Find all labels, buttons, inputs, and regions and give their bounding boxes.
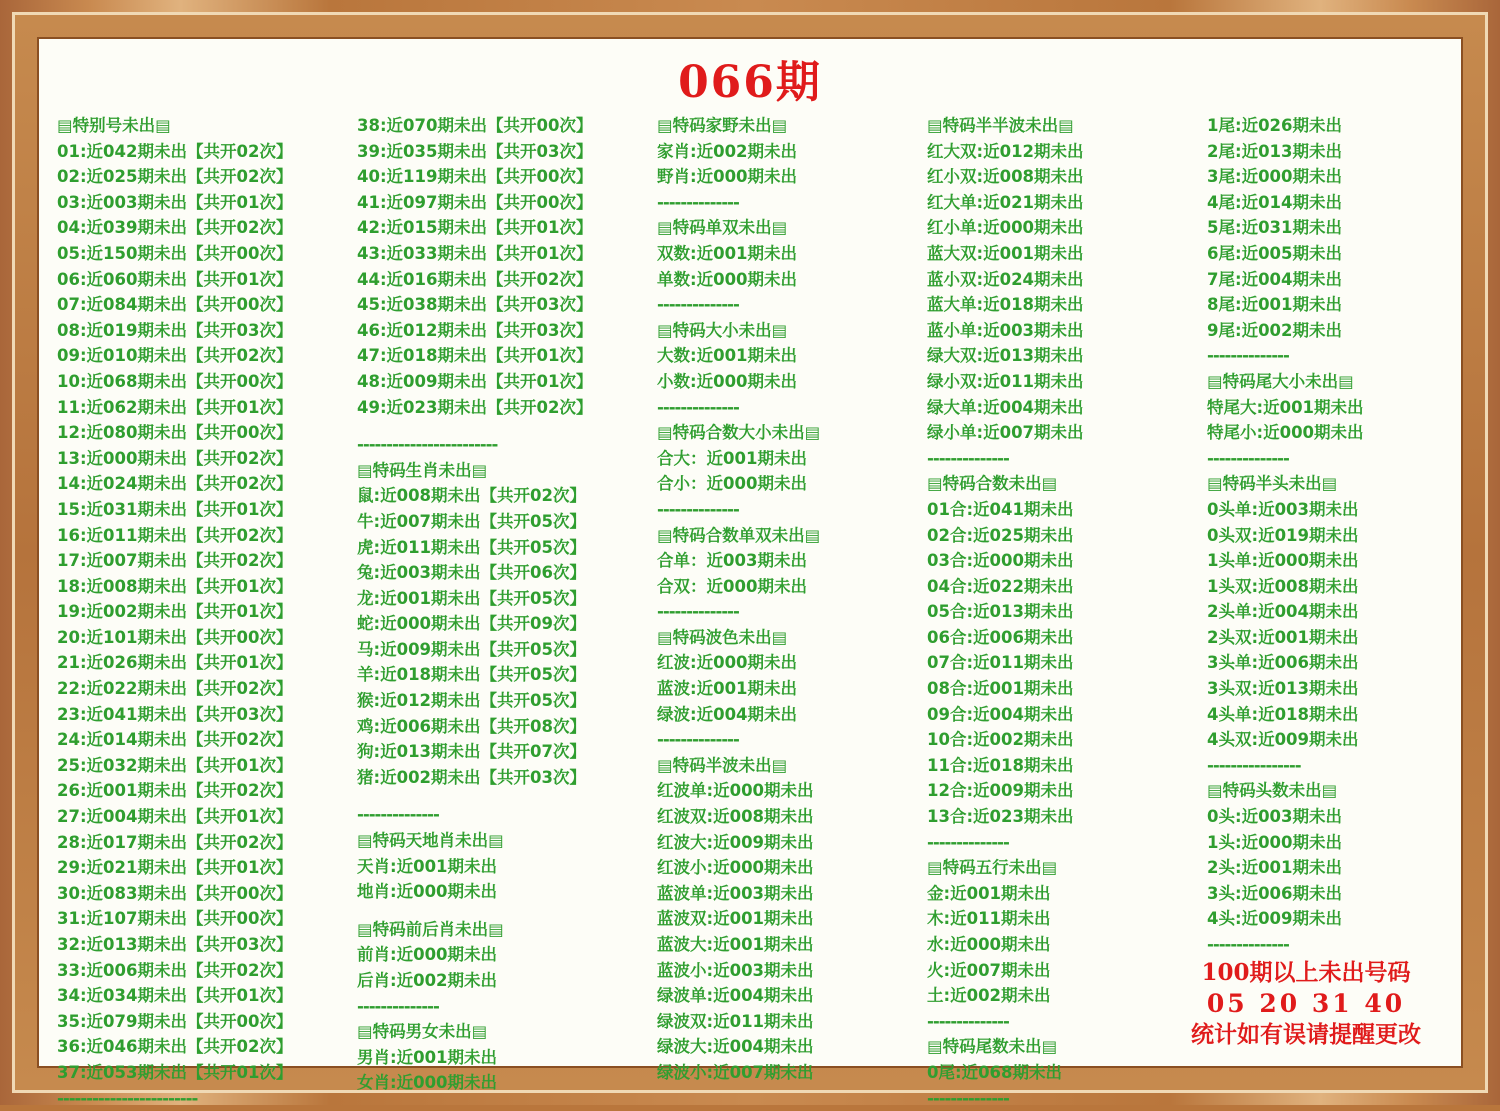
column-waves-sums — [927, 113, 1207, 1111]
divider: -------------- — [927, 448, 1009, 468]
stat-line: 04合:近022期未出 — [927, 576, 1074, 596]
stat-line: 02:近025期未出【共开02次】 — [57, 167, 293, 187]
divider: -------------- — [657, 295, 739, 315]
stat-line: 红波小:近000期未出 — [657, 858, 814, 878]
section-header: ▤特码半头未出▤ — [1207, 474, 1338, 494]
stat-line: 3尾:近000期未出 — [1207, 167, 1343, 187]
stat-line: 12合:近009期未出 — [927, 781, 1074, 801]
stat-line: 15:近031期未出【共开01次】 — [57, 499, 293, 519]
stat-line: 02合:近025期未出 — [927, 525, 1074, 545]
stat-line: 红波大:近009期未出 — [657, 832, 814, 852]
stat-line: 地肖:近000期未出 — [357, 882, 498, 902]
stat-line: 39:近035期未出【共开03次】 — [357, 141, 593, 161]
section-header: ▤特码单双未出▤ — [657, 218, 788, 238]
section-header: ▤特码家野未出▤ — [657, 116, 788, 135]
stat-line: 合大：近001期未出 — [657, 448, 807, 468]
divider: ---------------- — [1207, 755, 1301, 775]
stat-line: 08:近019期未出【共开03次】 — [57, 320, 293, 340]
section-header: ▤特码五行未出▤ — [927, 858, 1058, 878]
column-special-numbers-2 — [357, 113, 657, 1111]
stat-line: 26:近001期未出【共开02次】 — [57, 781, 293, 801]
stat-line: 48:近009期未出【共开01次】 — [357, 371, 593, 391]
stat-line: 21:近026期未出【共开01次】 — [57, 653, 293, 673]
stat-line: 龙:近001期未出【共开05次】 — [357, 588, 587, 608]
stat-line: 绿波大:近004期未出 — [657, 1037, 814, 1057]
stat-line: 03:近003期未出【共开01次】 — [57, 192, 293, 212]
section-header: ▤特码半半波未出▤ — [927, 116, 1074, 135]
stat-line: 4头单:近018期未出 — [1207, 704, 1359, 724]
stat-line: 羊:近018期未出【共开05次】 — [357, 665, 587, 685]
divider: ------------------------ — [357, 435, 498, 455]
stat-line: 绿波双:近011期未出 — [657, 1011, 814, 1031]
stat-line: 29:近021期未出【共开01次】 — [57, 858, 293, 878]
page-title: 066期 — [678, 57, 822, 108]
divider: -------------- — [1207, 346, 1289, 366]
stat-line: 木:近011期未出 — [927, 909, 1051, 929]
stat-line: 44:近016期未出【共开02次】 — [357, 269, 593, 289]
stat-line: 蓝波单:近003期未出 — [657, 883, 814, 903]
stat-line: 3头:近006期未出 — [1207, 883, 1343, 903]
stat-line: 蓝大单:近018期未出 — [927, 295, 1084, 315]
stat-line: 27:近004期未出【共开01次】 — [57, 807, 293, 827]
stat-line: 35:近079期未出【共开00次】 — [57, 1011, 293, 1031]
stat-line: 土:近002期未出 — [927, 986, 1051, 1006]
spacer — [357, 790, 653, 802]
spacer — [357, 905, 653, 917]
stat-line: 46:近012期未出【共开03次】 — [357, 320, 593, 340]
stat-line: 家肖:近002期未出 — [657, 141, 798, 161]
stat-line: 大数:近001期未出 — [657, 346, 798, 366]
stat-line: 马:近009期未出【共开05次】 — [357, 639, 587, 659]
stat-line: 2头双:近001期未出 — [1207, 627, 1359, 647]
section-header: ▤特码尾大小未出▤ — [1207, 371, 1354, 391]
stat-line: 狗:近013期未出【共开07次】 — [357, 742, 587, 762]
stat-line: 4尾:近014期未出 — [1207, 192, 1343, 212]
stat-line: 17:近007期未出【共开02次】 — [57, 551, 293, 571]
poster-content-area — [37, 37, 1463, 1108]
stat-line: 03合:近000期未出 — [927, 551, 1074, 571]
section-header: ▤特码波色未出▤ — [657, 627, 788, 647]
section-header: ▤特码合数未出▤ — [927, 474, 1058, 494]
stat-line: 猪:近002期未出【共开03次】 — [357, 767, 587, 787]
stat-line: 8尾:近001期未出 — [1207, 295, 1343, 315]
stat-line: 45:近038期未出【共开03次】 — [357, 295, 593, 315]
stat-line: 绿小单:近007期未出 — [927, 423, 1084, 443]
stat-line: 49:近023期未出【共开02次】 — [357, 397, 593, 417]
divider: -------------- — [1207, 448, 1289, 468]
stat-line: 男肖:近001期未出 — [357, 1047, 498, 1067]
divider: -------------- — [657, 602, 739, 622]
stat-line: 22:近022期未出【共开02次】 — [57, 679, 293, 699]
stat-line: 06:近060期未出【共开01次】 — [57, 269, 293, 289]
divider: -------------- — [927, 1088, 1009, 1108]
stat-line: 13:近000期未出【共开02次】 — [57, 448, 293, 468]
section-header: ▤特码合数大小未出▤ — [657, 423, 821, 443]
stat-line: 4头:近009期未出 — [1207, 909, 1343, 929]
stat-line: 1尾:近026期未出 — [1207, 116, 1343, 135]
stat-line: 蓝大双:近001期未出 — [927, 243, 1084, 263]
stat-line: 42:近015期未出【共开01次】 — [357, 218, 593, 238]
stat-line: 绿波:近004期未出 — [657, 704, 798, 724]
section-header: ▤特码男女未出▤ — [357, 1022, 488, 1042]
stat-line: 牛:近007期未出【共开05次】 — [357, 511, 587, 531]
stat-line: 0头:近003期未出 — [1207, 807, 1343, 827]
stat-line: 06合:近006期未出 — [927, 627, 1074, 647]
stat-line: 36:近046期未出【共开02次】 — [57, 1037, 293, 1057]
stat-line: 37:近053期未出【共开01次】 — [57, 1062, 293, 1082]
footer-line-3: 统计如有误请提醒更改 — [1191, 1021, 1421, 1048]
stat-line: 30:近083期未出【共开00次】 — [57, 883, 293, 903]
stat-line: 猴:近012期未出【共开05次】 — [357, 691, 587, 711]
stat-line: 兔:近003期未出【共开06次】 — [357, 563, 587, 583]
stat-line: 小数:近000期未出 — [657, 371, 798, 391]
stat-line: 绿波小:近007期未出 — [657, 1062, 814, 1082]
stat-line: 鸡:近006期未出【共开08次】 — [357, 716, 587, 736]
divider: -------------- — [657, 499, 739, 519]
stat-line: 蓝波:近001期未出 — [657, 679, 798, 699]
stat-line: 01:近042期未出【共开02次】 — [57, 141, 293, 161]
stat-line: 后肖:近002期未出 — [357, 971, 498, 990]
stat-line: 水:近000期未出 — [927, 935, 1051, 954]
stat-line: 28:近017期未出【共开02次】 — [57, 832, 293, 852]
stat-line: 红波:近000期未出 — [657, 653, 798, 673]
stat-line: 蓝波双:近001期未出 — [657, 909, 814, 929]
stat-line: 合双：近000期未出 — [657, 576, 807, 596]
stat-line: 女肖:近000期未出 — [357, 1073, 498, 1093]
stat-line: 24:近014期未出【共开02次】 — [57, 730, 293, 750]
stat-line: 蓝波小:近003期未出 — [657, 960, 814, 980]
divider: -------------- — [1207, 935, 1289, 954]
section-header: ▤特码天地肖未出▤ — [357, 831, 504, 851]
stat-line: 红大双:近012期未出 — [927, 141, 1084, 161]
stat-line: 38:近070期未出【共开00次】 — [357, 116, 593, 135]
stat-line: 12:近080期未出【共开00次】 — [57, 423, 293, 443]
stat-line: 32:近013期未出【共开03次】 — [57, 935, 293, 954]
divider: -------------- — [927, 1011, 1009, 1031]
stat-line: 野肖:近000期未出 — [657, 167, 798, 187]
stat-line: 红小双:近008期未出 — [927, 167, 1084, 187]
stat-line: 19:近002期未出【共开01次】 — [57, 602, 293, 622]
stat-line: 金:近001期未出 — [927, 883, 1051, 903]
stat-line: 红大单:近021期未出 — [927, 192, 1084, 212]
stat-line: 5尾:近031期未出 — [1207, 218, 1343, 238]
stat-line: 05:近150期未出【共开00次】 — [57, 243, 293, 263]
column-special-numbers-1 — [57, 113, 357, 1111]
stat-line: 3头双:近013期未出 — [1207, 679, 1359, 699]
divider: -------------- — [357, 996, 439, 1016]
divider: -------------- — [927, 832, 1009, 852]
stat-line: 7尾:近004期未出 — [1207, 269, 1343, 289]
stat-line: 红波双:近008期未出 — [657, 807, 814, 827]
stat-line: 鼠:近008期未出【共开02次】 — [357, 486, 587, 506]
divider: ------------------------ — [57, 1088, 198, 1108]
stat-line: 蓝小单:近003期未出 — [927, 320, 1084, 340]
stat-line: 合小：近000期未出 — [657, 474, 807, 494]
stat-line: 2尾:近013期未出 — [1207, 141, 1343, 161]
stat-line: 16:近011期未出【共开02次】 — [57, 525, 293, 545]
footer-note — [1191, 958, 1421, 1050]
stat-line: 火:近007期未出 — [927, 960, 1051, 980]
section-header: ▤特码尾数未出▤ — [927, 1037, 1058, 1057]
stat-line: 红小单:近000期未出 — [927, 218, 1084, 238]
stat-line: 11:近062期未出【共开01次】 — [57, 397, 293, 417]
stat-line: 0尾:近068期未出 — [927, 1062, 1063, 1082]
stat-line: 08合:近001期未出 — [927, 679, 1074, 699]
stat-line: 09合:近004期未出 — [927, 704, 1074, 724]
stat-line: 天肖:近001期未出 — [357, 856, 498, 876]
stat-line: 蓝小双:近024期未出 — [927, 269, 1084, 289]
stat-line: 43:近033期未出【共开01次】 — [357, 243, 593, 263]
divider: -------------- — [657, 192, 739, 212]
section-header: ▤特码头数未出▤ — [1207, 781, 1338, 801]
divider: -------------- — [357, 805, 439, 825]
stat-line: 蛇:近000期未出【共开09次】 — [357, 614, 587, 634]
divider: -------------- — [657, 730, 739, 750]
stat-line: 10:近068期未出【共开00次】 — [57, 371, 293, 391]
stat-line: 04:近039期未出【共开02次】 — [57, 218, 293, 238]
stat-line: 特尾小:近000期未出 — [1207, 423, 1364, 443]
stat-line: 1头双:近008期未出 — [1207, 576, 1359, 596]
stat-line: 特尾大:近001期未出 — [1207, 397, 1364, 417]
stat-line: 绿大双:近013期未出 — [927, 346, 1084, 366]
column-attributes — [657, 113, 927, 1111]
stat-line: 双数:近001期未出 — [657, 243, 798, 263]
stat-line: 34:近034期未出【共开01次】 — [57, 986, 293, 1006]
stat-line: 虎:近011期未出【共开05次】 — [357, 537, 587, 557]
stat-line: 18:近008期未出【共开01次】 — [57, 576, 293, 596]
stat-line: 绿波单:近004期未出 — [657, 986, 814, 1006]
stat-line: 绿大单:近004期未出 — [927, 397, 1084, 417]
stat-line: 2头单:近004期未出 — [1207, 602, 1359, 622]
section-header: ▤特码合数单双未出▤ — [657, 525, 821, 545]
stat-line: 红波单:近000期未出 — [657, 781, 814, 801]
section-header: ▤特码生肖未出▤ — [357, 460, 488, 480]
stat-line: 9尾:近002期未出 — [1207, 320, 1343, 340]
stat-line: 14:近024期未出【共开02次】 — [57, 474, 293, 494]
stat-line: 0头单:近003期未出 — [1207, 499, 1359, 519]
stat-line: 0头双:近019期未出 — [1207, 525, 1359, 545]
stat-line: 40:近119期未出【共开00次】 — [357, 167, 593, 187]
stat-line: 11合:近018期未出 — [927, 755, 1074, 775]
stat-line: 合单：近003期未出 — [657, 551, 807, 571]
stat-line: 20:近101期未出【共开00次】 — [57, 627, 293, 647]
footer-line-2: 05 20 31 40 — [1206, 989, 1406, 1018]
stat-line: 01合:近041期未出 — [927, 499, 1074, 519]
stat-line: 绿小双:近011期未出 — [927, 371, 1084, 391]
stat-line: 23:近041期未出【共开03次】 — [57, 704, 293, 724]
stat-line: 6尾:近005期未出 — [1207, 243, 1343, 263]
section-header: ▤特码大小未出▤ — [657, 320, 788, 340]
stat-line: 3头单:近006期未出 — [1207, 653, 1359, 673]
stat-line: 前肖:近000期未出 — [357, 945, 498, 965]
stat-line: 05合:近013期未出 — [927, 602, 1074, 622]
stat-line: 09:近010期未出【共开02次】 — [57, 346, 293, 366]
section-header: ▤特别号未出▤ — [57, 116, 171, 135]
stat-line: 1头单:近000期未出 — [1207, 551, 1359, 571]
footer-line-1: 100期以上未出号码 — [1201, 959, 1411, 986]
stat-line: 4头双:近009期未出 — [1207, 730, 1359, 750]
stat-line: 07:近084期未出【共开00次】 — [57, 295, 293, 315]
poster-mid-frame — [12, 12, 1488, 1108]
stat-line: 2头:近001期未出 — [1207, 858, 1343, 878]
divider: -------------- — [657, 397, 739, 417]
stat-line: 33:近006期未出【共开02次】 — [57, 960, 293, 980]
stat-line: 31:近107期未出【共开00次】 — [57, 909, 293, 929]
stat-line: 10合:近002期未出 — [927, 730, 1074, 750]
stat-line: 25:近032期未出【共开01次】 — [57, 755, 293, 775]
stat-line: 13合:近023期未出 — [927, 807, 1074, 827]
stat-line: 1头:近000期未出 — [1207, 832, 1343, 852]
section-header: ▤特码半波未出▤ — [657, 755, 788, 775]
section-header: ▤特码前后肖未出▤ — [357, 919, 504, 939]
stat-line: 单数:近000期未出 — [657, 269, 798, 289]
stat-line: 47:近018期未出【共开01次】 — [357, 346, 593, 366]
spacer — [357, 420, 653, 432]
stat-line: 41:近097期未出【共开00次】 — [357, 192, 593, 212]
stat-line: 07合:近011期未出 — [927, 653, 1074, 673]
stat-line: 蓝波大:近001期未出 — [657, 935, 814, 954]
